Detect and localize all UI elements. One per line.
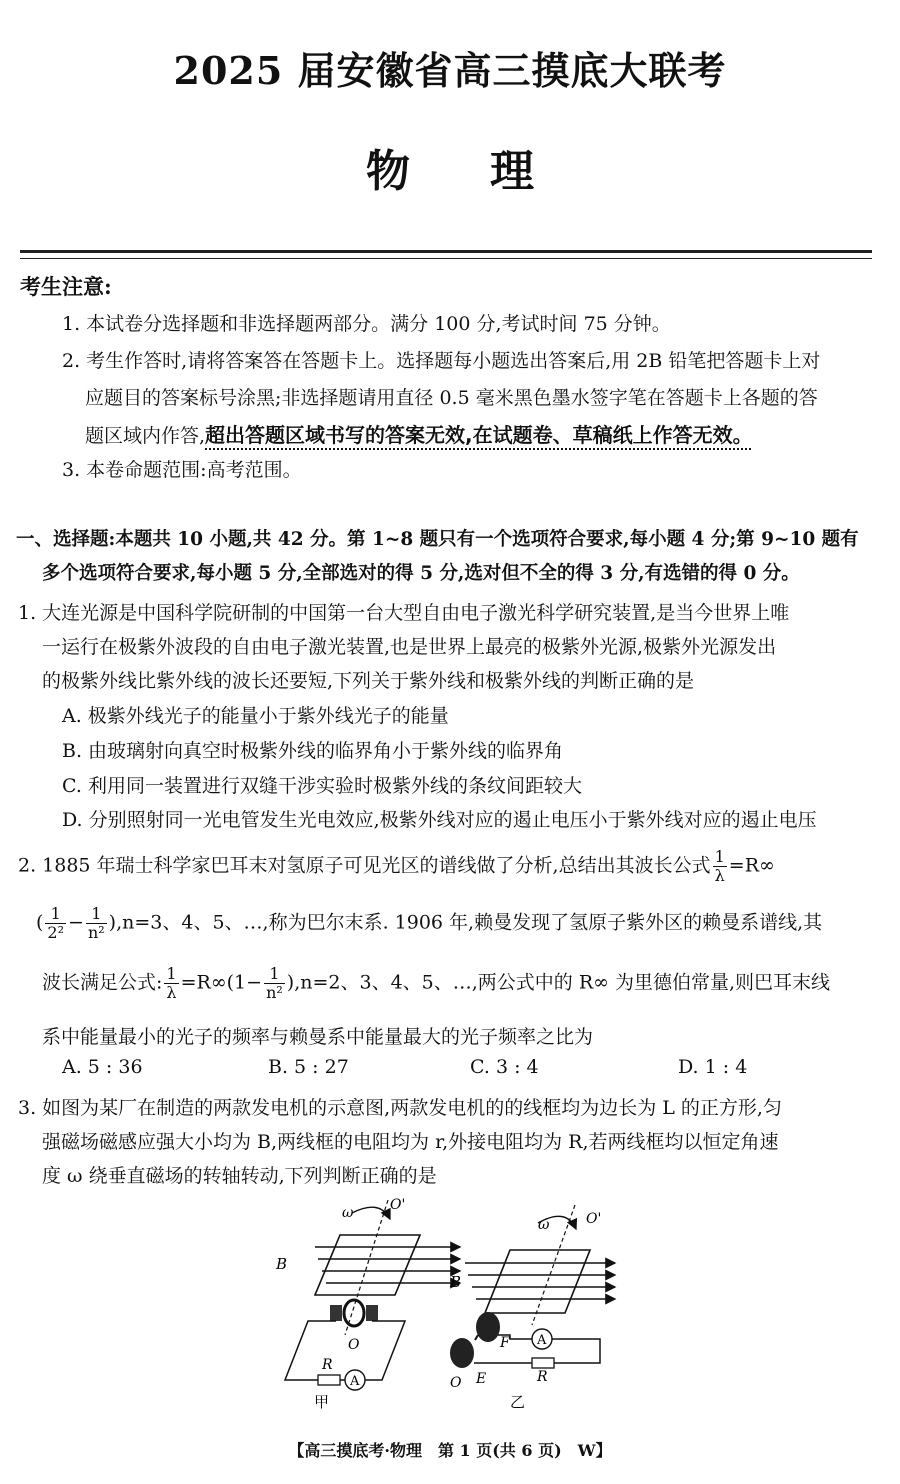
q1-option-c: C. 利用同一装置进行双缝干涉实验时极紫外线的条纹间距较大 (62, 775, 582, 797)
slip-ring-upper (476, 1312, 500, 1342)
label-omega: ω (538, 1217, 550, 1233)
figure-jia (275, 1197, 460, 1411)
q2-eq-rinf: =R∞ (728, 854, 775, 877)
q2-fraction-1-over-lambda-b (164, 965, 178, 1002)
q2-option-a: A. 5 : 36 (62, 1056, 143, 1078)
q2-option-c: C. 3 : 4 (470, 1056, 539, 1078)
page-footer: 【高三摸底考·物理 第 1 页(共 6 页) W】 (288, 1441, 612, 1460)
q2-stem-text2: ),n=3、4、5、…,称为巴尔末系. 1906 年,赖曼发现了氢原子紫外区的赖曼系谱线,其 (108, 911, 823, 934)
q2-stem-text1: 2. 1885 年瑞士科学家巴耳末对氢原子可见光区的谱线做了分析,总结出其波长公式 (18, 854, 711, 877)
label-f: F (500, 1335, 510, 1351)
frac-numerator: 1 (86, 905, 107, 924)
slip-ring-lower (450, 1338, 474, 1368)
q2-fraction-1-over-nsq (86, 905, 107, 942)
label-omega: ω (342, 1205, 354, 1221)
q2-fraction-1-over-nsq-b (264, 965, 285, 1002)
header-rule-thin (20, 258, 872, 259)
exam-title: 2025 届安徽省高三摸底大联考 (173, 48, 727, 93)
frac-numerator: 1 (714, 847, 725, 866)
q2-stem-line3 (42, 965, 830, 1002)
notice-heading: 考生注意: (20, 274, 112, 299)
coil-frame (485, 1250, 590, 1313)
slip-ring (344, 1300, 364, 1326)
circuit-wire (365, 1321, 405, 1380)
label-b: B (450, 1273, 462, 1291)
q2-option-b: B. 5 : 27 (268, 1056, 349, 1078)
minus-sign: − (68, 911, 84, 934)
section-heading-line1: 一、选择题:本题共 10 小题,共 42 分。第 1~8 题只有一个选项符合要求,每小题 4 分;第 9~10 题有 (16, 529, 859, 550)
notice-item-3: 3. 本卷命题范围:高考范围。 (62, 459, 302, 481)
label-a: A (350, 1374, 360, 1389)
q1-stem-line2: 一运行在极紫外波段的自由电子激光装置,也是世界上最亮的极紫外光源,极紫外光源发出 (42, 636, 777, 658)
frac-denominator: n² (87, 923, 105, 942)
q2-stem-line2 (36, 905, 822, 942)
subject-title: 物理 (366, 146, 614, 197)
notice-emphasis: 超出答题区域书写的答案无效,在试题卷、草稿纸上作答无效。 (205, 423, 753, 447)
coil-frame (315, 1235, 420, 1295)
q1-option-d: D. 分别照射同一光电管发生光电效应,极紫外线对应的遏止电压小于紫外线对应的遏止电压 (62, 809, 817, 831)
label-o: O (450, 1375, 462, 1391)
notice-item-2-end (85, 419, 753, 448)
label-r: R (322, 1357, 333, 1373)
frac-denominator: λ (166, 983, 177, 1002)
frac-numerator: 1 (45, 905, 66, 924)
q2-stem-text3b: =R∞(1− (180, 971, 263, 994)
frac-denominator: 2² (47, 923, 65, 942)
open-paren: ( (36, 911, 44, 934)
q1-option-b: B. 由玻璃射向真空时极紫外线的临界角小于紫外线的临界角 (62, 740, 564, 762)
rotation-arrow-icon (352, 1207, 390, 1219)
q3-stem-line3: 度 ω 绕垂直磁场的转轴转动,下列判断正确的是 (42, 1165, 437, 1187)
brush-left (330, 1305, 342, 1321)
label-e: E (476, 1371, 487, 1387)
notice-item-2: 2. 考生作答时,请将答案答在答题卡上。选择题每小题选出答案后,用 2B 铅笔把答题卡上对 (62, 350, 821, 372)
q1-option-a: A. 极紫外线光子的能量小于紫外线光子的能量 (62, 705, 449, 727)
notice-item-2-cont: 应题目的答案标号涂黑;非选择题请用直径 0.5 毫米黑色墨水签字笔在答题卡上各题的答 (85, 387, 818, 409)
notice-item-1: 1. 本试卷分选择题和非选择题两部分。满分 100 分,考试时间 75 分钟。 (62, 313, 671, 335)
label-r: R (537, 1369, 548, 1385)
label-o-prime: O' (390, 1197, 406, 1213)
q1-stem-line3: 的极紫外线比紫外线的波长还要短,下列关于紫外线和极紫外线的判断正确的是 (42, 670, 695, 692)
figure-yi (449, 1205, 615, 1411)
q2-stem-line1 (18, 848, 775, 885)
label-o-prime: O' (586, 1211, 602, 1227)
q3-stem-line1: 3. 如图为某厂在制造的两款发电机的示意图,两款发电机的的线框均为边长为 L 的正方形,匀 (18, 1097, 782, 1119)
q2-stem-text3c: ),n=2、3、4、5、…,两公式中的 R∞ 为里德伯常量,则巴耳末线 (286, 971, 831, 994)
q2-stem-text3a: 波长满足公式: (42, 971, 163, 994)
label-jia: 甲 (314, 1393, 330, 1411)
frac-denominator: λ (714, 866, 725, 885)
resistor (532, 1358, 554, 1368)
frac-numerator: 1 (264, 965, 285, 984)
header-rule (20, 250, 872, 253)
frac-denominator: n² (266, 983, 283, 1002)
label-o: O (348, 1337, 360, 1353)
label-yi: 乙 (510, 1393, 526, 1411)
label-b: B (276, 1255, 288, 1273)
q1-stem-line1: 1. 大连光源是中国科学院研制的中国第一台大型自由电子激光科学研究装置,是当今世界上唯 (18, 602, 790, 624)
q2-stem-line4: 系中能量最小的光子的频率与赖曼系中能量最大的光子频率之比为 (42, 1026, 594, 1048)
label-a: A (537, 1333, 547, 1348)
resistor (318, 1375, 340, 1385)
q2-fraction-1-over-2sq (45, 905, 66, 942)
notice-item-2-prefix: 题区域内作答, (85, 425, 206, 447)
q3-stem-line2: 强磁场磁感应强大小均为 B,两线框的电阻均为 r,外接电阻均为 R,若两线框均以恒定角速 (42, 1131, 779, 1153)
brush-right (366, 1305, 378, 1321)
section-heading-line2: 多个选项符合要求,每小题 5 分,全部选对的得 5 分,选对但不全的得 3 分,有选错的得 0 分。 (42, 563, 800, 584)
circuit-wire (552, 1339, 600, 1363)
generator-figure (270, 1195, 630, 1420)
q2-option-d: D. 1 : 4 (678, 1056, 748, 1078)
q2-fraction-1-over-lambda (713, 848, 727, 885)
frac-numerator: 1 (166, 964, 177, 983)
